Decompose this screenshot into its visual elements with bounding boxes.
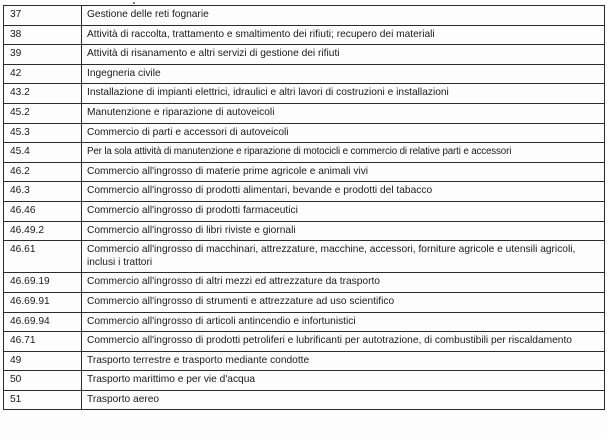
table-row — [4, 351, 605, 371]
table-row — [4, 25, 605, 45]
table-row — [4, 123, 605, 143]
table-row — [4, 182, 605, 202]
table-row — [4, 221, 605, 241]
description-cell: Commercio all'ingrosso di strumenti e attrezzature ad uso scientifico — [82, 292, 605, 312]
code-cell: 39 — [4, 45, 82, 65]
code-cell: 46.61 — [4, 241, 82, 273]
code-cell: 45.4 — [4, 143, 82, 163]
description-cell: Commercio all'ingrosso di macchinari, attrezzature, macchine, accessori, forniture agricole e utensili agricoli, inclusi i trattori — [82, 241, 605, 273]
description-cell: Commercio all'ingrosso di altri mezzi ed attrezzature da trasporto — [82, 273, 605, 293]
scan-speck — [133, 2, 135, 4]
table-body — [4, 6, 605, 410]
code-cell: 46.69.91 — [4, 292, 82, 312]
code-cell: 43.2 — [4, 84, 82, 104]
description-cell: Trasporto aereo — [82, 390, 605, 410]
description-cell: Manutenzione e riparazione di autoveicoli — [82, 103, 605, 123]
description-cell: Trasporto marittimo e per vie d'acqua — [82, 371, 605, 391]
description-cell: Commercio all'ingrosso di materie prime agricole e animali vivi — [82, 162, 605, 182]
table-row — [4, 332, 605, 352]
table-row — [4, 241, 605, 273]
table-row — [4, 6, 605, 26]
code-cell: 51 — [4, 390, 82, 410]
description-cell: Commercio all'ingrosso di prodotti petroliferi e lubrificanti per autotrazione, di combustibili per riscaldamento — [82, 332, 605, 352]
description-cell: Installazione di impianti elettrici, idraulici e altri lavori di costruzioni e installazioni — [82, 84, 605, 104]
table-row — [4, 84, 605, 104]
code-cell: 50 — [4, 371, 82, 391]
description-cell: Attività di raccolta, trattamento e smaltimento dei rifiuti; recupero dei materiali — [82, 25, 605, 45]
table-row — [4, 312, 605, 332]
code-cell: 42 — [4, 64, 82, 84]
table-row — [4, 64, 605, 84]
description-cell: Per la sola attività di manutenzione e riparazione di motocicli e commercio di relative parti e accessori — [82, 143, 605, 163]
table-row — [4, 45, 605, 65]
table-row — [4, 103, 605, 123]
code-cell: 46.69.94 — [4, 312, 82, 332]
table-row — [4, 201, 605, 221]
table-row — [4, 371, 605, 391]
code-cell: 37 — [4, 6, 82, 26]
table-row — [4, 292, 605, 312]
table-row — [4, 143, 605, 163]
description-cell: Commercio all'ingrosso di prodotti alimentari, bevande e prodotti del tabacco — [82, 182, 605, 202]
code-cell: 46.3 — [4, 182, 82, 202]
code-cell: 46.2 — [4, 162, 82, 182]
table-row — [4, 162, 605, 182]
description-cell: Commercio all'ingrosso di prodotti farmaceutici — [82, 201, 605, 221]
table-row — [4, 390, 605, 410]
description-cell: Commercio all'ingrosso di libri riviste e giornali — [82, 221, 605, 241]
code-cell: 45.3 — [4, 123, 82, 143]
description-cell: Commercio di parti e accessori di autoveicoli — [82, 123, 605, 143]
code-cell: 46.49.2 — [4, 221, 82, 241]
code-cell: 46.71 — [4, 332, 82, 352]
code-cell: 46.46 — [4, 201, 82, 221]
code-cell: 38 — [4, 25, 82, 45]
description-cell: Ingegneria civile — [82, 64, 605, 84]
description-cell: Commercio all'ingrosso di articoli antincendio e infortunistici — [82, 312, 605, 332]
table-row — [4, 273, 605, 293]
description-cell: Attività di risanamento e altri servizi di gestione dei rifiuti — [82, 45, 605, 65]
code-cell: 49 — [4, 351, 82, 371]
description-cell: Trasporto terrestre e trasporto mediante condotte — [82, 351, 605, 371]
description-cell: Gestione delle reti fognarie — [82, 6, 605, 26]
ateco-codes-table — [3, 5, 605, 410]
code-cell: 45.2 — [4, 103, 82, 123]
code-cell: 46.69.19 — [4, 273, 82, 293]
